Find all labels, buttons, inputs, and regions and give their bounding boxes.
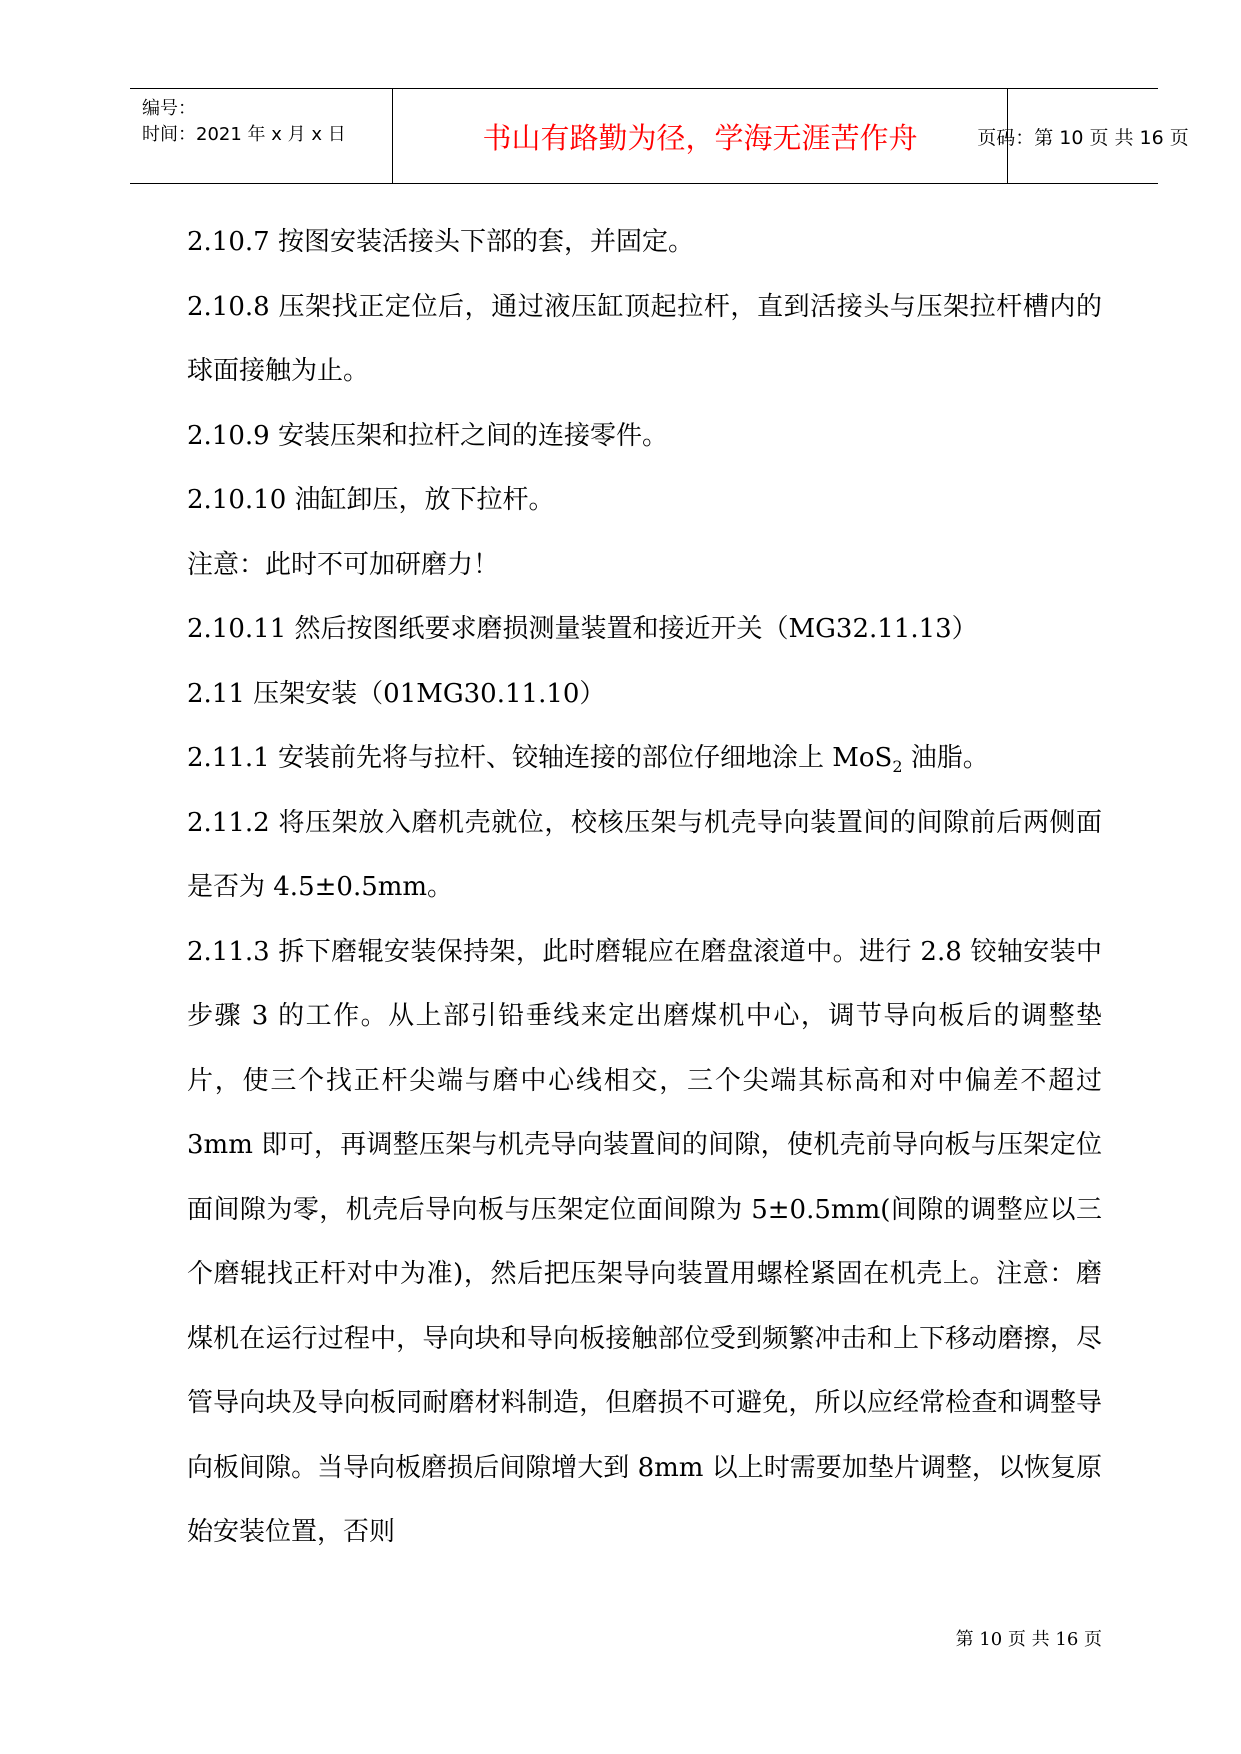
paragraph-2-11-1-text: 2.11.1 安装前先将与拉杆、铰轴连接的部位仔细地涂上 MoS [187,743,893,773]
section-heading-2-11: 2.11 压架安装（01MG30.11.10） [187,678,606,709]
paragraph-2-11-1 [187,726,1102,791]
paragraph-2-10-8: 2.10.8 压架找正定位后，通过液压缸顶起拉杆，直到活接头与压架拉杆槽内的球面接触为止。 [187,291,1102,386]
paragraph-2-10-11: 2.10.11 然后按图纸要求磨损测量装置和接近开关（MG32.11.13） [187,614,978,644]
paragraph-2-11-3: 2.11.3 拆下磨辊安装保持架，此时磨辊应在磨盘滚道中。进行 2.8 铰轴安装中步骤 3 的工作。从上部引铅垂线来定出磨煤机中心，调节导向板后的调整垫片，使三个找正杆尖端与磨中心线相交，三个尖端其标高和对中偏差不超过 3mm 即可，再调整压架与机壳导向装置间的间隙，使机壳前导向板与压架定位面间隙为零，机壳后导向板与压架定位面间隙为 5±0.5mm(间隙的调整应以三个磨辊找正杆对中为准)，然后把压架导向装置用螺栓紧固在机壳上。注意：磨煤机在运行过程中，导向块和导向板接触部位受到频繁冲击和上下移动磨擦，尽管导向块及导向板同耐磨材料制造，但磨损不可避免，所以应经常检查和调整导向板间隙。当导向板磨损后间隙增大到 8mm 以上时需要加垫片调整，以恢复原始安装位置，否则 [187,936,1102,1547]
header-meta-cell [130,89,393,183]
subscript-2: 2 [892,757,903,777]
paragraph-2-10-9: 2.10.9 安装压架和拉杆之间的连接零件。 [187,420,668,451]
document-number-label: 编号： [142,98,196,119]
page-footer: 第 10 页 共 16 页 [955,1629,1102,1650]
document-body [187,210,1102,1565]
document-time-label: 时间：2021 年 x 月 x 日 [142,124,346,145]
header-page-info: 页码：第 10 页 共 16 页 [977,126,1189,149]
note-paragraph: 注意：此时不可加研磨力！ [187,549,500,580]
paragraph-2-11-1-tail: 油脂。 [902,743,989,773]
header-motto-cell [393,89,1008,183]
paragraph-2-11-2: 2.11.2 将压架放入磨机壳就位，校核压架与机壳导向装置间的间隙前后两侧面是否为 4.5±0.5mm。 [187,807,1102,902]
header-table [130,88,1189,184]
paragraph-2-10-7: 2.10.7 按图安装活接头下部的套，并固定。 [187,227,694,257]
paragraph-2-10-10: 2.10.10 油缸卸压，放下拉杆。 [187,485,555,515]
header-motto: 书山有路勤为径，学海无涯苦作舟 [482,120,918,155]
